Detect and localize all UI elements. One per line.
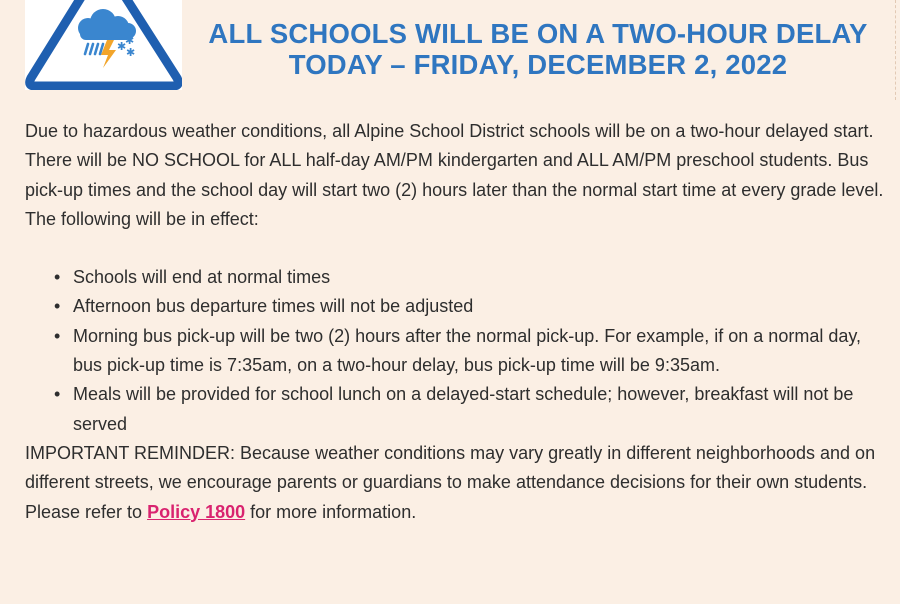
list-item-text: Morning bus pick-up will be two (2) hours after the normal pick-up. For example, if on a normal day, bus pick-up time is 7:35am, on a two-hour delay, bus pick-up time will be 9:35am. [73, 325, 862, 376]
paragraph-spacer [25, 234, 887, 263]
policy-reference [25, 498, 887, 527]
bullet-icon: • [54, 267, 61, 288]
list-item [54, 322, 887, 381]
page-edge-divider [894, 0, 896, 100]
list-item-text: Schools will end at normal times [73, 267, 331, 288]
weather-warning-logo [25, 0, 182, 90]
list-item [54, 263, 887, 292]
policy-prefix: Please refer to [25, 501, 148, 522]
bullet-icon: • [54, 325, 61, 346]
svg-text:✱: ✱ [125, 34, 135, 47]
announcement-body [25, 117, 887, 527]
list-item [54, 380, 887, 439]
effect-heading: The following will be in effect: [25, 208, 259, 229]
weather-warning-triangle-icon [25, 0, 182, 90]
policy-1800-link[interactable]: Policy 1800 [147, 501, 246, 522]
bullet-icon: • [54, 296, 61, 317]
svg-text:✱: ✱ [117, 40, 127, 53]
list-item [54, 292, 887, 321]
important-reminder: IMPORTANT REMINDER: Because weather conditions may vary greatly in different neighborhoods and on different streets, we encourage parents or guardians to make attendance decisions for their own students. [25, 442, 876, 493]
headline-line-2: TODAY – FRIDAY, DECEMBER 2, 2022 [288, 49, 788, 80]
announcement-headline [188, 18, 888, 80]
bullet-icon: • [54, 384, 61, 405]
policy-suffix: for more information. [245, 501, 417, 522]
list-item-text: Afternoon bus departure times will not be adjusted [73, 296, 474, 317]
svg-text:✱: ✱ [126, 46, 136, 59]
headline-line-1: ALL SCHOOLS WILL BE ON A TWO-HOUR DELAY [208, 18, 868, 49]
list-item-text: Meals will be provided for school lunch on a delayed-start schedule; however, breakfast will not be served [73, 384, 854, 434]
intro-paragraph: Due to hazardous weather conditions, all Alpine School District schools will be on a two-hour delayed start. There will be NO SCHOOL for ALL half-day AM/PM kindergarten and ALL AM/PM preschool students. Bus pick-up times and the school day will start two (2) hours later than the normal start time at every grade level. [25, 121, 884, 200]
effects-list [25, 263, 887, 439]
